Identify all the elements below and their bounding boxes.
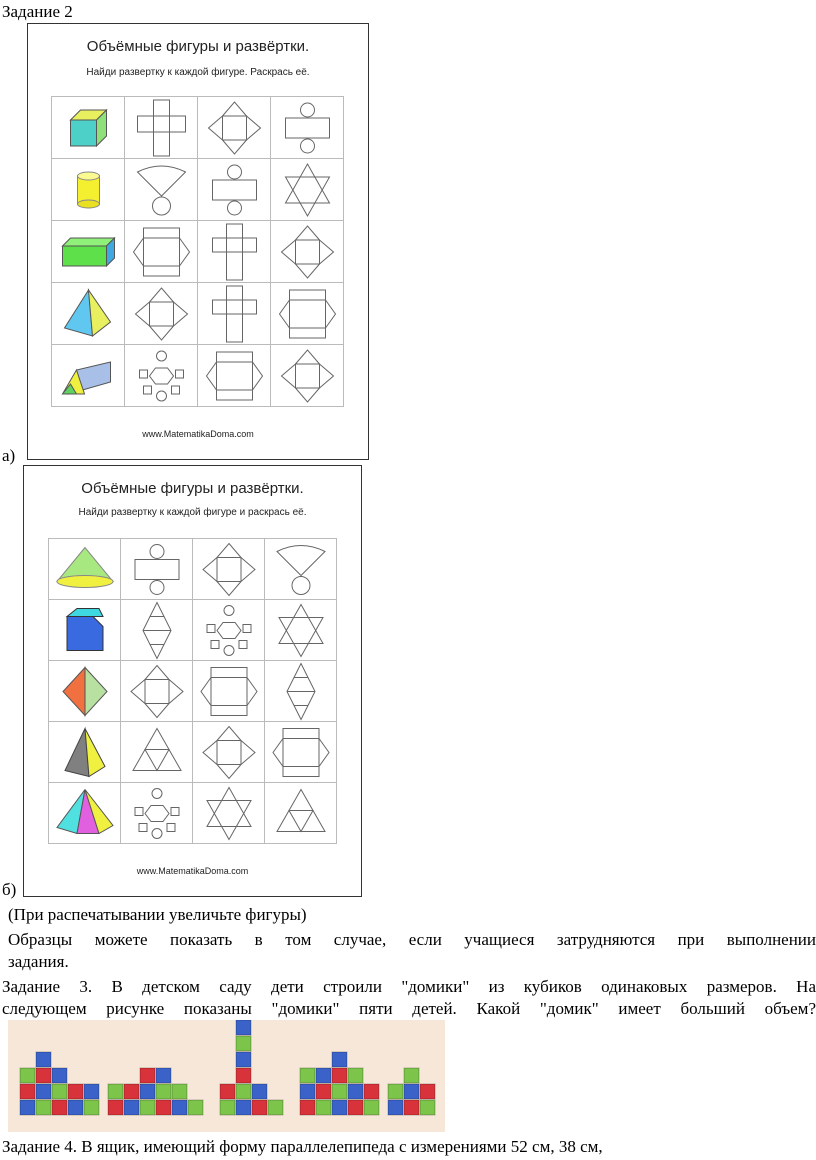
cube <box>172 1084 187 1099</box>
cube <box>316 1084 331 1099</box>
grid-cell <box>192 538 265 600</box>
cube <box>156 1068 171 1083</box>
hexnet-figure <box>121 783 193 844</box>
cube <box>420 1084 435 1099</box>
grid-cell <box>270 282 344 345</box>
grid-cell <box>124 282 198 345</box>
grid-cell <box>120 599 193 661</box>
squarenet-figure <box>121 661 193 722</box>
cylinder-figure <box>52 159 125 221</box>
worksheet-b-subtitle: Найди развертку к каждой фигуре и раскрась её. <box>78 507 307 518</box>
grid-cell <box>264 538 337 600</box>
cube <box>252 1084 267 1099</box>
cube <box>68 1084 83 1099</box>
hint-line-2: задания. <box>8 952 69 971</box>
cube <box>108 1084 123 1099</box>
pyramid4-figure <box>52 283 125 345</box>
cube <box>388 1100 403 1115</box>
cube <box>140 1068 155 1083</box>
task3-line-2: следующем рисунке показаны "домики" пяти детей. Какой "домик" имеет больший объем? <box>2 999 816 1018</box>
cube <box>156 1100 171 1115</box>
boxnet-figure <box>198 345 271 407</box>
cube <box>52 1084 67 1099</box>
boxnet-figure <box>193 661 265 722</box>
cube <box>332 1084 347 1099</box>
cube <box>236 1084 251 1099</box>
cube <box>388 1084 403 1099</box>
hexnet-figure <box>193 600 265 661</box>
grid-cell <box>197 344 271 407</box>
cube <box>300 1084 315 1099</box>
cube <box>52 1068 67 1083</box>
cube <box>124 1084 139 1099</box>
grid-cell <box>270 158 344 221</box>
grid-cell <box>120 782 193 844</box>
grid-cell <box>124 158 198 221</box>
star-figure <box>265 600 337 661</box>
hexprism-figure <box>49 600 121 661</box>
squarenet-figure <box>125 283 198 345</box>
cube <box>364 1084 379 1099</box>
box-figure <box>52 221 125 283</box>
cube <box>172 1100 187 1115</box>
hexpyr-figure <box>49 783 121 844</box>
label-b: б) <box>2 880 17 899</box>
grid-cell <box>192 721 265 783</box>
cube <box>156 1084 171 1099</box>
grid-cell <box>124 344 198 407</box>
cube <box>316 1100 331 1115</box>
worksheet-a-subtitle: Найди развертку к каждой фигуре. Раскрась её. <box>86 67 310 78</box>
grid-cell <box>51 282 125 345</box>
grid-cell <box>264 660 337 722</box>
grid-cell <box>48 538 121 600</box>
task3-line-1: Задание 3. В детском саду дети строили "домики" из кубиков одинаковых размеров. На <box>2 977 816 996</box>
longcross-figure <box>198 283 271 345</box>
cube <box>332 1100 347 1115</box>
cube <box>20 1068 35 1083</box>
cube <box>220 1084 235 1099</box>
cube <box>348 1100 363 1115</box>
grid-cell <box>120 660 193 722</box>
boxnet-figure <box>265 722 337 783</box>
tetra-figure <box>49 722 121 783</box>
grid-cell <box>51 96 125 159</box>
cube <box>236 1020 251 1035</box>
conenet-figure <box>125 159 198 221</box>
grid-cell <box>51 344 125 407</box>
cone-figure <box>49 539 121 600</box>
star-figure <box>193 783 265 844</box>
conenet-figure <box>265 539 337 600</box>
task2-heading: Задание 2 <box>2 2 73 21</box>
cylnet-figure <box>198 159 271 221</box>
cube <box>316 1068 331 1083</box>
cube <box>108 1100 123 1115</box>
grid-cell <box>264 782 337 844</box>
worksheet-b-title: Объёмные фигуры и развёртки. <box>81 480 304 497</box>
cube <box>404 1068 419 1083</box>
squarenet-figure <box>271 345 344 407</box>
grid-cell <box>197 282 271 345</box>
cube <box>20 1100 35 1115</box>
grid-cell <box>48 660 121 722</box>
squarenet-figure <box>271 221 344 283</box>
cube <box>84 1084 99 1099</box>
cube <box>236 1052 251 1067</box>
star-figure <box>271 159 344 221</box>
worksheet-a-title: Объёмные фигуры и развёртки. <box>86 38 310 55</box>
cube <box>52 1100 67 1115</box>
print-note: (При распечатывании увеличьте фигуры) <box>8 905 307 924</box>
diamond-figure <box>121 600 193 661</box>
cube <box>140 1084 155 1099</box>
cube <box>348 1084 363 1099</box>
cube-houses-illustration <box>8 1020 445 1132</box>
squarenet-figure <box>193 722 265 783</box>
cube <box>84 1100 99 1115</box>
worksheet-b-grid <box>48 538 336 843</box>
hint-line-1: Образцы можете показать в том случае, если учащиеся затрудняются при выполнении <box>8 930 816 949</box>
cube <box>188 1100 203 1115</box>
grid-cell <box>192 782 265 844</box>
longcross-figure <box>198 221 271 283</box>
worksheet-a-grid <box>51 96 343 406</box>
worksheet-b-site: www.MatematikaDoma.com <box>136 866 249 876</box>
squarenet-figure <box>193 539 265 600</box>
cube <box>236 1036 251 1051</box>
grid-cell <box>48 721 121 783</box>
grid-cell <box>270 344 344 407</box>
boxnet-figure <box>271 283 344 345</box>
grid-cell <box>51 220 125 283</box>
cube <box>236 1068 251 1083</box>
worksheet-a-site: www.MatematikaDoma.com <box>142 429 254 439</box>
worksheet-b <box>23 465 362 897</box>
cross-figure <box>125 97 198 159</box>
cube <box>236 1100 251 1115</box>
grid-cell <box>197 220 271 283</box>
cube <box>20 1084 35 1099</box>
cube <box>268 1100 283 1115</box>
cube <box>220 1100 235 1115</box>
cube <box>140 1100 155 1115</box>
grid-cell <box>48 599 121 661</box>
grid-cell <box>124 220 198 283</box>
cube <box>36 1100 51 1115</box>
cube <box>68 1100 83 1115</box>
grid-cell <box>120 721 193 783</box>
task4-line-1: Задание 4. В ящик, имеющий форму параллелепипеда с измерениями 52 см, 38 см, <box>2 1137 603 1156</box>
grid-cell <box>124 96 198 159</box>
grid-cell <box>270 96 344 159</box>
cube <box>36 1084 51 1099</box>
cube-figure <box>52 97 125 159</box>
cube <box>420 1100 435 1115</box>
cube <box>348 1068 363 1083</box>
grid-cell <box>197 96 271 159</box>
cube <box>36 1052 51 1067</box>
grid-cell <box>48 782 121 844</box>
cylnet-figure <box>121 539 193 600</box>
worksheet-a <box>27 23 369 460</box>
grid-cell <box>264 599 337 661</box>
grid-cell <box>51 158 125 221</box>
cube <box>404 1084 419 1099</box>
cube <box>124 1100 139 1115</box>
cylnet-figure <box>271 97 344 159</box>
cube <box>252 1100 267 1115</box>
grid-cell <box>192 599 265 661</box>
trinet-figure <box>121 722 193 783</box>
prism3-figure <box>52 345 125 407</box>
cube <box>332 1068 347 1083</box>
cube <box>300 1068 315 1083</box>
octa-figure <box>49 661 121 722</box>
trinet-figure <box>265 783 337 844</box>
grid-cell <box>120 538 193 600</box>
cube-houses-picture <box>8 1020 445 1132</box>
cube <box>404 1100 419 1115</box>
label-a: а) <box>2 446 16 465</box>
grid-cell <box>270 220 344 283</box>
squarenet-figure <box>198 97 271 159</box>
grid-cell <box>264 721 337 783</box>
hexnet-figure <box>125 345 198 407</box>
cube <box>300 1100 315 1115</box>
boxnet-figure <box>125 221 198 283</box>
grid-cell <box>197 158 271 221</box>
diamond-figure <box>265 661 337 722</box>
cube <box>364 1100 379 1115</box>
grid-cell <box>192 660 265 722</box>
cube <box>332 1052 347 1067</box>
cube <box>36 1068 51 1083</box>
